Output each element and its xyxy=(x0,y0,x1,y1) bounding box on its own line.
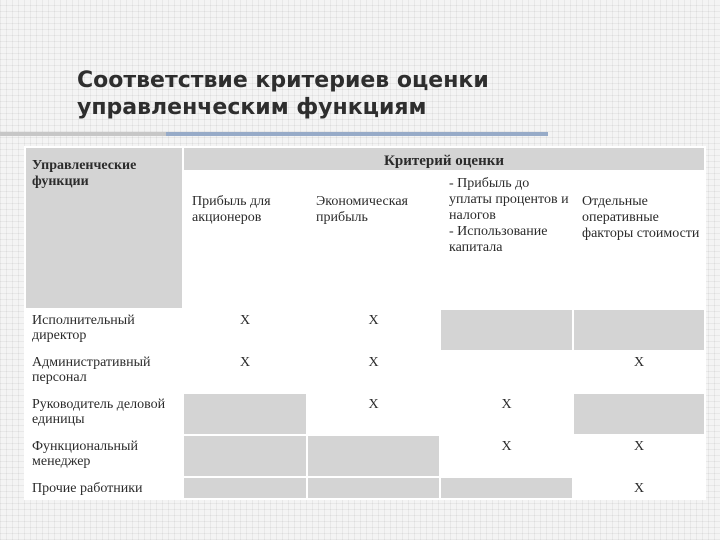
table-cell: X xyxy=(573,477,705,499)
title-rule-blue xyxy=(166,132,548,136)
table-cell xyxy=(183,393,307,435)
table-cell xyxy=(307,435,440,477)
table-cell xyxy=(307,477,440,499)
column-header: Экономическая прибыль xyxy=(307,171,440,309)
title-rule-gray xyxy=(0,132,166,136)
table-row xyxy=(25,393,705,435)
table-cell: X xyxy=(307,393,440,435)
row-header-cell: Управленческие функции xyxy=(25,147,183,309)
row-label: Функциональный менеджер xyxy=(25,435,183,477)
table-cell xyxy=(440,477,573,499)
table-cell: X xyxy=(183,351,307,393)
table-cell: X xyxy=(307,351,440,393)
table-cell xyxy=(440,309,573,351)
table-row xyxy=(25,477,705,499)
criteria-table xyxy=(24,146,706,500)
slide-title-line-1: Соответствие критериев оценки xyxy=(77,68,489,93)
row-label: Руководитель деловой единицы xyxy=(25,393,183,435)
table-cell: X xyxy=(440,435,573,477)
table-row xyxy=(25,435,705,477)
column-header: Прибыль для акционеров xyxy=(183,171,307,309)
table-cell xyxy=(573,393,705,435)
slide-title-line-2: управленческим функциям xyxy=(77,95,427,120)
table-cell xyxy=(183,477,307,499)
table-cell: X xyxy=(440,393,573,435)
table-row xyxy=(25,309,705,351)
column-header: - Прибыль до уплаты процентов и налогов - Использование капитала xyxy=(440,171,573,309)
table-row xyxy=(25,351,705,393)
row-label: Исполнительный директор xyxy=(25,309,183,351)
table-cell: X xyxy=(573,351,705,393)
row-label: Прочие работники xyxy=(25,477,183,499)
row-label: Административный персонал xyxy=(25,351,183,393)
table-header-row-top xyxy=(25,147,705,171)
group-header-cell: Критерий оценки xyxy=(183,147,705,171)
table-cell xyxy=(183,435,307,477)
table-cell: X xyxy=(307,309,440,351)
table-cell: X xyxy=(573,435,705,477)
column-header: Отдельные оперативные факторы стоимости xyxy=(573,171,705,309)
table-cell xyxy=(573,309,705,351)
table-cell: X xyxy=(183,309,307,351)
table-cell xyxy=(440,351,573,393)
slide-title xyxy=(77,67,637,121)
